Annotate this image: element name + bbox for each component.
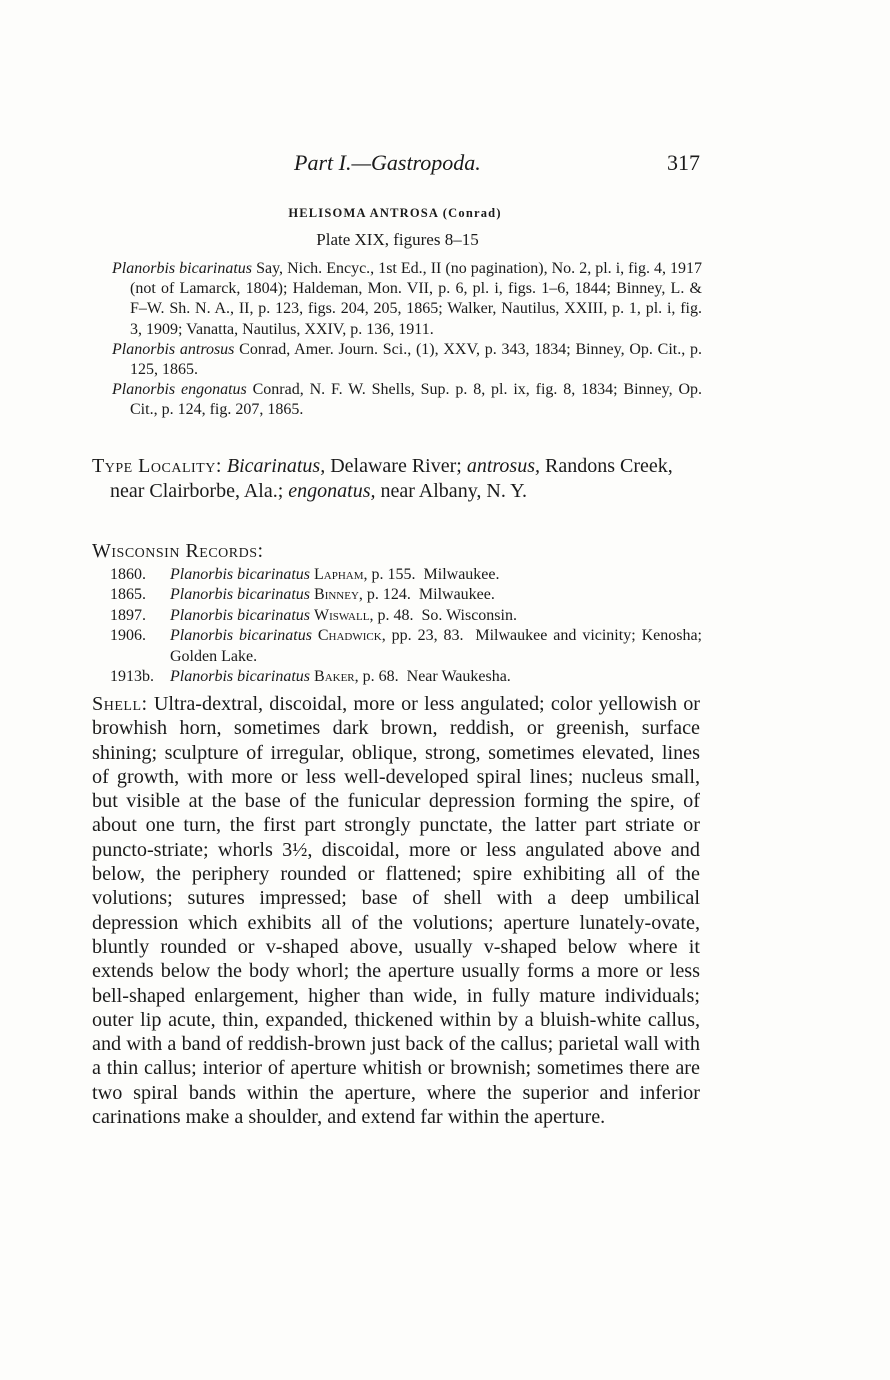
type-locality-text: Delaware River; [325,455,467,477]
running-title: Part I.—Gastropoda. [294,150,481,175]
record-year: 1865. [110,586,146,604]
record-species: Planorbis bicarinatus [170,627,312,645]
record-item [110,585,702,605]
record-author: Chadwick [317,627,382,645]
page-number: 317 [667,150,700,175]
plate-reference: Plate XIX, figures 8–15 [316,230,479,249]
type-locality-text: Randons Creek, near Clairborbe, Ala.; [110,455,673,502]
record-item [110,565,702,585]
record-species: Planorbis bicarinatus [170,586,311,604]
type-locality-name: engonatus, [288,480,376,502]
record-author: Baker [314,668,355,686]
record-species: Planorbis bicarinatus [170,668,311,686]
type-locality-name: antrosus, [466,455,540,477]
record-item [110,667,702,687]
type-locality-name: Bicarinatus, [226,455,326,477]
record-locality: Milwaukee. [418,586,495,604]
shell-label: Shell: [92,693,148,715]
record-year: 1897. [110,606,146,624]
record-year: 1860. [110,566,146,583]
record-year: 1913b. [110,668,154,686]
synonymy-entry [112,259,702,340]
records-label: Wisconsin Records: [92,540,264,562]
record-locality: Milwaukee and vicinity; Kenosha; Golden Lake. [170,627,702,665]
shell-description [92,692,700,1129]
species-heading [0,206,790,221]
record-locality: Milwaukee. [423,566,500,583]
record-item [110,626,702,667]
records-list [110,565,702,687]
record-locality: So. Wisconsin. [421,606,517,624]
species-author: (Conrad) [442,206,502,220]
type-locality-label: Type Locality: [92,455,222,477]
synonym-species: Planorbis antrosus [112,340,235,358]
synonym-reference: Say, Nich. Encyc., 1st Ed., II (no pagination), No. 2, pl. i, fig. 4, 1917 (not of Lamarck, 1804); Haldeman, Mon. VII, p. 6, pl. i, figs. 1–6, 1844; Binney, L. & F–W. Sh. N. A., II, p. 123, figs. 204, 205, 1865; Walker, Nautilus, XXIII, p. 1, pl. i, fig. 3, 1909; Vanatta, Nautilus, XXIV, p. 136, 1911. [130,260,703,338]
synonymy-list [112,259,702,421]
record-author: Wiswall [314,606,370,624]
record-species: Planorbis bicarinatus [170,566,311,583]
synonym-species: Planorbis bicarinatus [112,260,253,277]
record-author: Lapham [314,566,364,583]
synonym-species: Planorbis engonatus [112,381,247,399]
record-ref: , p. 68. [354,668,399,686]
synonym-reference: Conrad, N. F. W. Shells, Sup. p. 8, pl. ix, fig. 8, 1834; Binney, Op. Cit., p. 124, fig. 207, 1865. [130,381,703,419]
record-ref: , p. 124. [358,586,411,604]
species-name: HELISOMA ANTROSA [288,206,439,220]
synonymy-entry [112,380,702,420]
record-species: Planorbis bicarinatus [170,606,311,624]
record-ref: , pp. 23, 83. [381,627,464,645]
record-item [110,606,702,626]
synonym-reference: Conrad, Amer. Journ. Sci., (1), XXV, p. 343, 1834; Binney, Op. Cit., p. 125, 1865. [130,340,703,379]
shell-text: Ultra-dextral, discoidal, more or less angulated; color yellowish or browhish horn, sometimes dark brown, reddish, or greenish, surface shining; sculpture of irregular, oblique, strong, sometimes elevated, lines of growth, with more or less well-developed spiral lines; nucleus small, but visible at the base of the funicular depression forming the spire, of about one turn, the first part strongly punctate, the latter part striate or puncto-striate; whorls 3½, discoidal, more or less angulated above and below, the periphery rounded or flattened; spire exhibiting all of the volutions; sutures impressed; base of shell with a deep umbilical depression which exhibits all of the volutions; aperture lunately-ovate, bluntly rounded or v-shaped above, usually v-shaped below where it extends below the body whorl; the aperture usually forms a more or less bell-shaped enlargement, higher than wide, in fully mature individuals; outer lip acute, thin, expanded, thickened within by a bluish-white callus, and with a band of reddish-brown just back of the callus; parietal wall with a thin callus; interior of aperture whitish or brownish; sometimes there are two spiral bands within the aperture, where the superior and inferior carinations make a shoulder, and extend far within the aperture. [92,693,701,1129]
running-head [92,150,700,182]
record-year: 1906. [110,627,146,645]
synonymy-entry [112,340,702,380]
type-locality-text: near Albany, N. Y. [375,480,527,502]
record-ref: , p. 48. [369,606,414,624]
record-locality: Near Waukesha. [406,668,511,686]
record-author: Binney [314,586,359,604]
type-locality [92,454,700,504]
record-ref: , p. 155. [363,566,416,583]
